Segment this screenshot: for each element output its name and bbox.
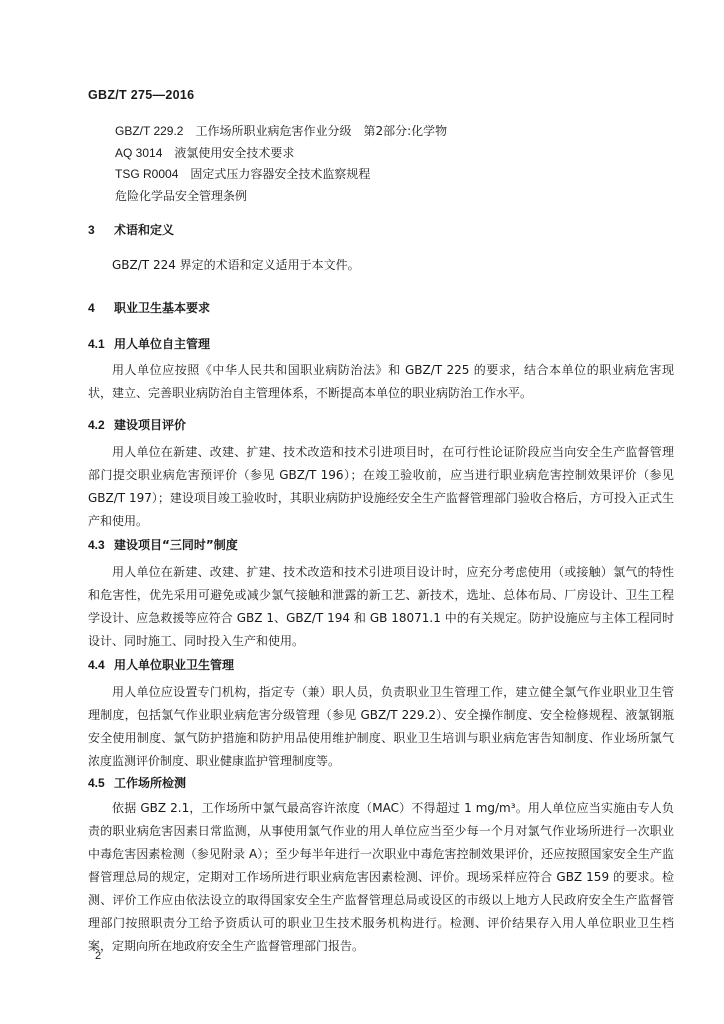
reference-title: 固定式压力容器安全技术监察规程 bbox=[190, 167, 371, 181]
section-4-5-paragraph: 依据 GBZ 2.1，工作场所中氯气最高容许浓度（MAC）不得超过 1 mg/m³。用人单位应当实施由专人负责的职业病危害因素日常监测，从事使用氯气作业的用人单位应当至少每一个月对氯气作业场所进行一次职业中毒危害因素检测（参见附录 A）；至少每半年进行一次职业中毒危害控制效果评价，还应按照国家安全生产监督管理总局的规定，定期对工作场所进行职业病危害因素检测、评价。现场采样应符合 GBZ 159 的要求。检测、评价工作应由依法设立的取得国家安全生产监督管理总局或设区的市级以上地方人民政府安全生产监督管理部门按照职责分工给予资质认可的职业卫生技术服务机构进行。检测、评价结果存入用人单位职业卫生档案，定期向所在地政府安全生产监督管理部门报告。 bbox=[88, 801, 674, 953]
section-title: 用人单位自主管理 bbox=[114, 337, 211, 351]
reference-item bbox=[115, 121, 447, 143]
section-title: 建设项目“三同时”制度 bbox=[114, 538, 238, 552]
reference-title: 危险化学品安全管理条例 bbox=[115, 188, 248, 203]
reference-code: GBZ/T 229.2 bbox=[115, 124, 184, 138]
section-4-1-paragraph: 用人单位应按照《中华人民共和国职业病防治法》和 GBZ/T 225 的要求，结合本单位的职业病危害现状，建立、完善职业病防治自主管理体系，不断提高本单位的职业病防治工作水平。 bbox=[88, 363, 674, 400]
section-number: 4.5 bbox=[88, 776, 105, 790]
reference-title: 工作场所职业病危害作业分级 第2部分:化学物 bbox=[195, 124, 448, 138]
section-heading-4-3 bbox=[88, 536, 238, 553]
section-title: 职业卫生基本要求 bbox=[114, 301, 211, 315]
section-number: 4.2 bbox=[88, 418, 105, 432]
reference-item bbox=[115, 143, 447, 165]
reference-item bbox=[115, 186, 447, 208]
page-number: 2 bbox=[95, 950, 102, 962]
section-4-4-paragraph: 用人单位应设置专门机构，指定专（兼）职人员，负责职业卫生管理工作，建立健全氯气作业职业卫生管理制度，包括氯气作业职业病危害分级管理（参见 GBZ/T 229.2）、安全操作制度、安全检修规程、液氯钢瓶安全使用制度、氯气防护措施和防护用品使用维护制度、职业卫生培训与职业病危害告知制度、作业场所氯气浓度监测评价制度、职业健康监护管理制度等。 bbox=[88, 685, 674, 768]
reference-title: 液氯使用安全技术要求 bbox=[174, 145, 295, 160]
normative-references-list bbox=[115, 121, 447, 207]
section-heading-4-5 bbox=[88, 774, 186, 791]
section-number: 4.1 bbox=[88, 337, 105, 351]
section-number: 3 bbox=[88, 223, 95, 237]
section-heading-4 bbox=[88, 299, 210, 316]
section-heading-4-1 bbox=[88, 335, 210, 352]
reference-code: AQ 3014 bbox=[115, 145, 163, 160]
standard-number-header: GBZ/T 275—2016 bbox=[88, 88, 195, 102]
section-title: 建设项目评价 bbox=[114, 418, 187, 432]
reference-code: TSG R0004 bbox=[115, 167, 179, 181]
section-4-2-paragraph: 用人单位在新建、改建、扩建、技术改造和技术引进项目时，在可行性论证阶段应当向安全生产监督管理部门提交职业病危害预评价（参见 GBZ/T 196）；在竣工验收前，应当进行职业病危害控制效果评价（参见 GBZ/T 197）；建设项目竣工验收时，其职业病防护设施经安全生产监督管理部门验收合格后，方可投入正式生产和使用。 bbox=[88, 445, 674, 528]
section-title: 用人单位职业卫生管理 bbox=[114, 658, 235, 672]
section-number: 4.3 bbox=[88, 538, 105, 552]
section-4-3-paragraph: 用人单位在新建、改建、扩建、技术改造和技术引进项目设计时，应充分考虑使用（或接触）氯气的特性和危害性，优先采用可避免或减少氯气接触和泄露的新工艺、新技术，选址、总体布局、厂房设计、卫生工程学设计、应急救援等应符合 GBZ 1、GBZ/T 194 和 GB 18071.1 中的有关规定。防护设施应与主体工程同时设计、同时施工、同时投入生产和使用。 bbox=[88, 565, 674, 648]
reference-item bbox=[115, 164, 447, 186]
section-number: 4.4 bbox=[88, 658, 105, 672]
section-heading-3 bbox=[88, 221, 174, 238]
section-number: 4 bbox=[88, 301, 95, 315]
section-title: 工作场所检测 bbox=[114, 776, 187, 790]
section-heading-4-2 bbox=[88, 416, 186, 433]
section-3-paragraph: GBZ/T 224 界定的术语和定义适用于本文件。 bbox=[112, 258, 360, 272]
section-title: 术语和定义 bbox=[114, 223, 175, 237]
section-heading-4-4 bbox=[88, 656, 234, 673]
